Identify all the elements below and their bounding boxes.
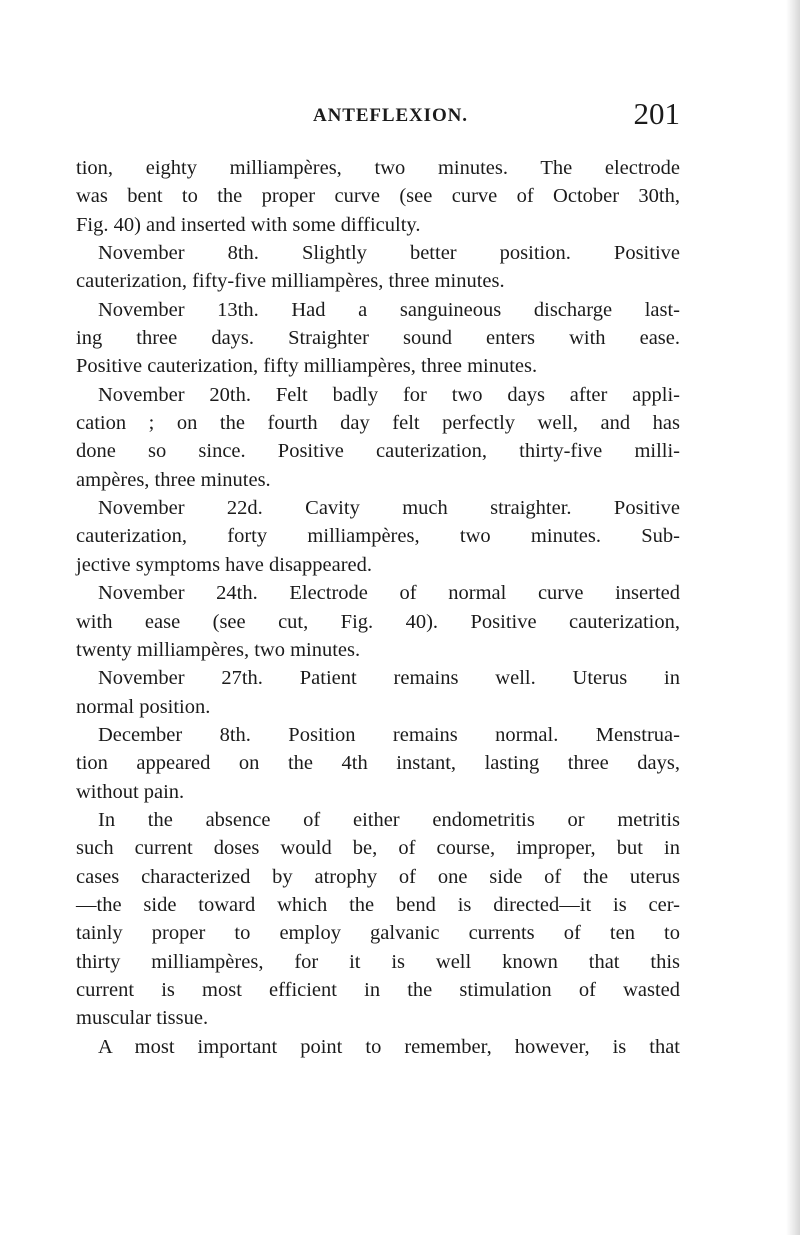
text-line: without pain.	[76, 780, 185, 803]
text-line: cauterization, fifty-five milliampères, three minutes.	[76, 270, 505, 293]
body-text	[76, 154, 680, 1061]
text-line: tion, eighty milliampères, two minutes. The electrode	[76, 157, 680, 179]
chapter-title: ANTEFLEXION.	[313, 105, 468, 126]
text-line: twenty milliampères, two minutes.	[76, 638, 361, 661]
text-line: normal position.	[76, 695, 211, 718]
text-line: ing three days. Straighter sound enters with ease.	[76, 327, 680, 350]
paragraph-first-line: November 27th. Patient remains well. Uterus in	[98, 667, 680, 690]
text-line: —the side toward which the bend is directed—it is cer-	[76, 893, 680, 916]
text-line: thirty milliampères, for it is well known that this	[76, 950, 680, 973]
paragraph-first-line: November 13th. Had a sanguineous discharge last-	[98, 298, 680, 321]
paragraph-first-line: November 24th. Electrode of normal curve inserted	[98, 582, 680, 605]
text-line: was bent to the proper curve (see curve of October 30th,	[76, 185, 680, 208]
paragraph-first-line: November 8th. Slightly better position. Positive	[98, 242, 680, 265]
text-line: cation ; on the fourth day felt perfectly well, and has	[76, 412, 680, 435]
text-line: current is most efficient in the stimulation of wasted	[76, 978, 680, 1001]
paragraph-first-line: A most important point to remember, however, is that	[98, 1035, 680, 1058]
paragraph-first-line: November 22d. Cavity much straighter. Positive	[98, 497, 680, 520]
text-line: ampères, three minutes.	[76, 468, 271, 491]
text-line: cauterization, forty milliampères, two minutes. Sub-	[76, 525, 680, 548]
page-number: 201	[633, 96, 680, 131]
text-line: with ease (see cut, Fig. 40). Positive cauterization,	[76, 610, 680, 633]
paragraph-first-line: November 20th. Felt badly for two days after appli-	[98, 383, 680, 406]
text-line: Positive cauterization, fifty milliampères, three minutes.	[76, 355, 538, 378]
text-line: tainly proper to employ galvanic currents of ten to	[76, 922, 680, 945]
text-line: such current doses would be, of course, improper, but in	[76, 837, 680, 860]
text-line: jective symptoms have disappeared.	[76, 553, 373, 576]
text-line: tion appeared on the 4th instant, lasting three days,	[76, 752, 680, 775]
text-line: Fig. 40) and inserted with some difficulty.	[76, 213, 421, 236]
text-line: cases characterized by atrophy of one side of the uterus	[76, 865, 680, 888]
page-edge-shadow	[786, 0, 800, 1235]
running-head	[76, 96, 680, 133]
paragraph-first-line: In the absence of either endometritis or metritis	[98, 808, 680, 831]
paragraph-first-line: December 8th. Position remains normal. Menstrua-	[98, 723, 680, 746]
text-line: muscular tissue.	[76, 1007, 209, 1030]
text-line: done so since. Positive cauterization, thirty-five milli-	[76, 440, 680, 463]
